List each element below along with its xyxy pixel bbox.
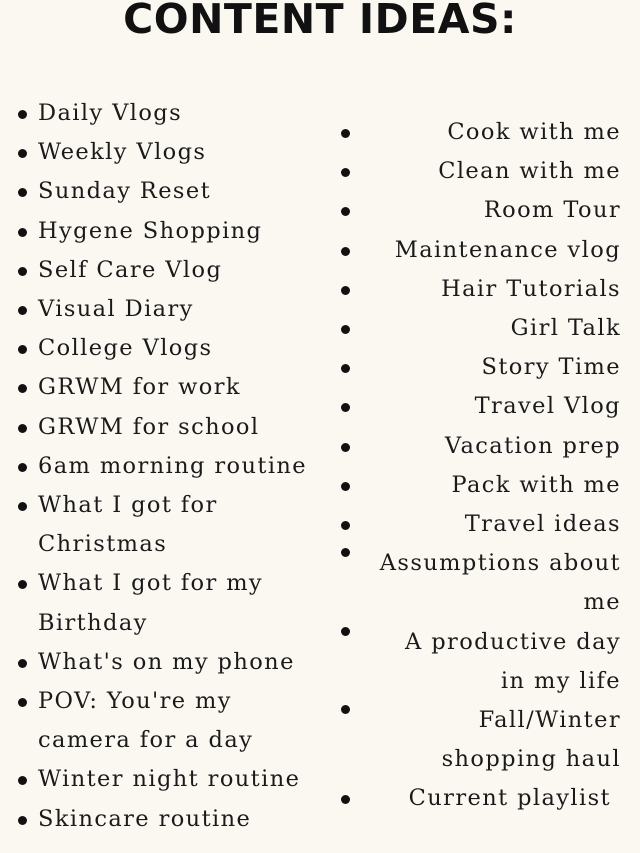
idea-item [336,191,621,230]
idea-text: Self Care Vlog [38,256,223,283]
idea-item [14,172,324,211]
bullet-icon [341,795,350,804]
idea-text: POV: You're my [38,688,232,715]
idea-text: What's on my phone [38,648,295,675]
idea-text: Clean with me [438,158,621,185]
idea-text: Visual Diary [38,296,194,323]
idea-item [14,368,324,407]
idea-item [14,447,324,486]
idea-item [336,623,621,701]
idea-text: Current playlist [408,785,611,812]
idea-text: Fall/Winter [478,707,621,734]
idea-text: Travel Vlog [474,393,621,420]
idea-text: Daily Vlogs [38,100,183,126]
idea-text: shopping haul [441,746,621,773]
idea-item [14,329,324,368]
idea-item [14,408,324,447]
idea-text: Weekly Vlogs [38,139,207,166]
idea-text: GRWM for school [38,413,260,440]
bullet-icon [341,403,350,412]
idea-item [336,779,621,818]
right-idea-list [336,113,621,819]
idea-item [14,133,324,172]
idea-text: Girl Talk [510,315,621,342]
left-idea-list [14,94,324,839]
idea-item [14,682,324,760]
idea-text: Sunday Reset [38,178,212,205]
idea-text: Room Tour [483,197,621,224]
bullet-icon [341,705,350,714]
bullet-icon [341,286,350,295]
bullet-icon [341,325,350,334]
idea-item [336,348,621,387]
idea-text: Assumptions about [379,550,621,577]
idea-text: Story Time [481,354,621,381]
idea-text: Skincare routine [38,805,252,832]
idea-text: Travel ideas [464,511,621,538]
idea-text: A productive day [405,628,621,655]
idea-item [336,466,621,505]
idea-item [336,309,621,348]
idea-text: Birthday [38,609,148,636]
idea-item [336,544,621,622]
idea-text: Hygene Shopping [38,217,263,244]
idea-item [14,212,324,251]
idea-item [336,113,621,152]
page-title: CONTENT IDEAS: [123,0,517,43]
idea-item [14,290,324,329]
bullet-icon [341,443,350,452]
idea-text: in my life [500,667,621,694]
bullet-icon [341,548,350,557]
bullet-icon [341,521,350,530]
idea-item [14,564,324,642]
idea-item [336,270,621,309]
idea-text: Christmas [38,531,168,558]
idea-item [336,152,621,191]
bullet-icon [341,129,350,138]
idea-item [14,800,324,839]
idea-item [336,427,621,466]
idea-item [14,251,324,290]
idea-item [14,643,324,682]
idea-text: Hair Tutorials [441,275,621,302]
idea-item [14,94,324,133]
idea-item [336,387,621,426]
idea-text: What I got for my [38,570,264,597]
idea-item [336,701,621,779]
idea-item [336,231,621,270]
bullet-icon [341,207,350,216]
bullet-icon [341,482,350,491]
idea-item [14,760,324,799]
idea-text: College Vlogs [38,335,213,362]
idea-text: Winter night routine [38,766,301,793]
idea-item [336,505,621,544]
idea-text: What I got for [38,492,218,519]
idea-text: Pack with me [451,471,621,498]
idea-text: Maintenance vlog [394,236,621,263]
idea-text: camera for a day [38,727,254,754]
idea-text: Cook with me [447,119,621,145]
idea-text: me [583,589,621,616]
bullet-icon [341,364,350,373]
idea-text: 6am morning routine [38,452,308,479]
bullet-icon [341,247,350,256]
idea-text: Vacation prep [444,432,621,459]
idea-item [14,486,324,564]
bullet-icon [341,168,350,177]
bullet-icon [341,627,350,636]
idea-text: GRWM for work [38,374,241,401]
